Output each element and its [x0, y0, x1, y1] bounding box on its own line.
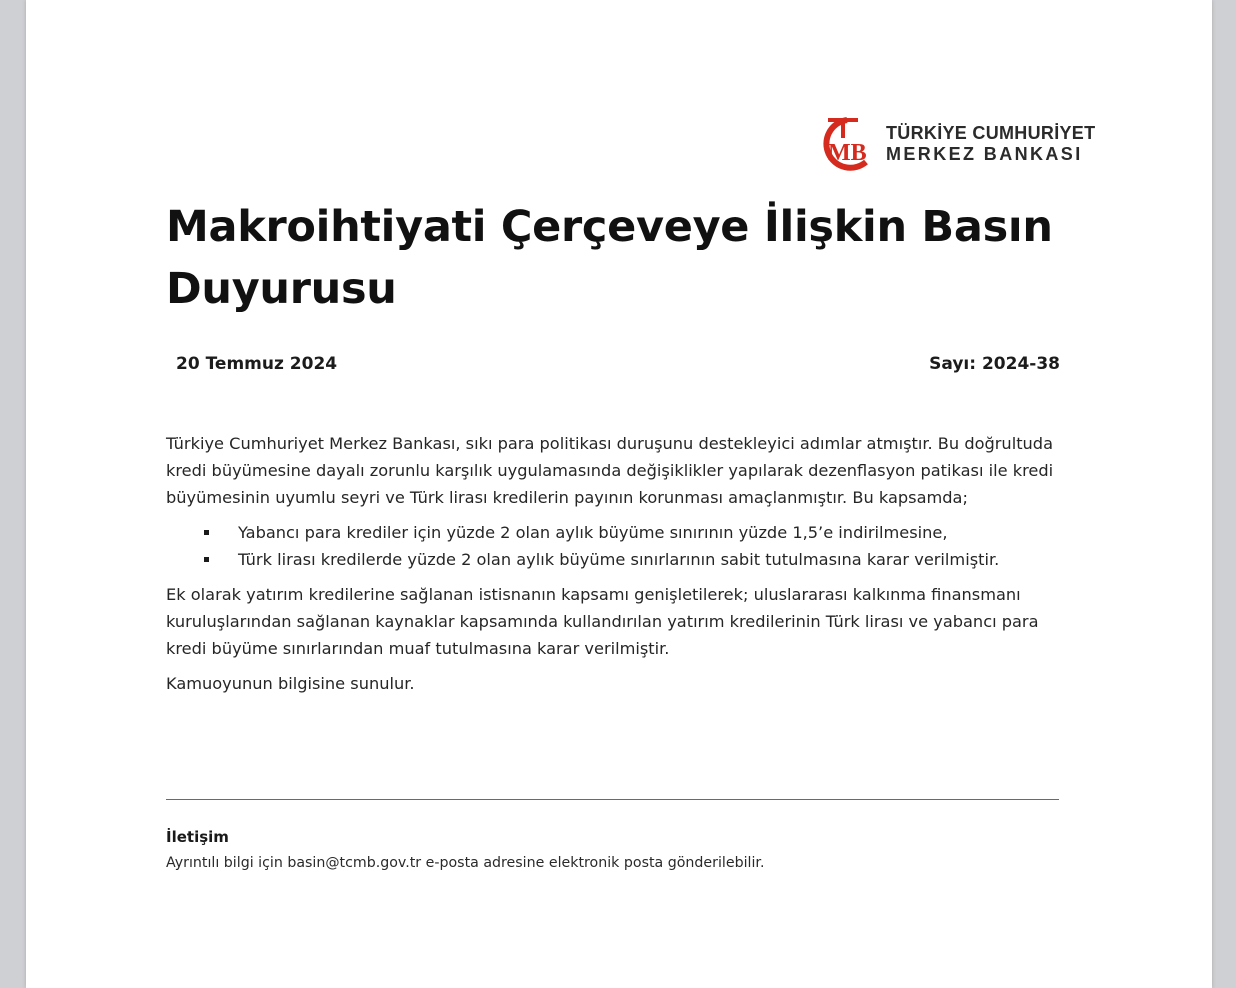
list-item-text: Yabancı para krediler için yüzde 2 olan aylık büyüme sınırının yüzde 1,5’e indirilmesine, — [238, 523, 948, 542]
logo-line-1: TÜRKİYE CUMHURİYET — [886, 123, 1096, 144]
second-paragraph: Ek olarak yatırım kredilerine sağlanan istisnanın kapsamı genişletilerek; uluslararası kalkınma finansmanı kuruluşlarından sağlanan kaynaklar kapsamında kullandırılan yatırım kredilerinin Türk lirası ve yabancı para kredi büyüme sınırlarından muaf tutulmasına karar verilmiştir. — [166, 585, 1039, 658]
bullet-icon — [204, 557, 209, 562]
document-page — [26, 0, 1212, 988]
bullet-icon — [204, 530, 209, 535]
section-divider — [166, 799, 1059, 800]
decision-list — [166, 519, 1066, 573]
logo-line-2: MERKEZ BANKASI — [886, 144, 1083, 164]
svg-text:MB: MB — [828, 140, 867, 166]
tcmb-logo — [814, 116, 1095, 172]
contact-heading: İletişim — [166, 828, 229, 846]
announcement-issue-number: Sayı: 2024-38 — [929, 354, 1060, 374]
list-item-text: Türk lirası kredilerde yüzde 2 olan aylık büyüme sınırlarının sabit tutulmasına karar verilmiştir. — [238, 550, 1000, 569]
tcmb-emblem-icon — [814, 116, 878, 172]
intro-paragraph: Türkiye Cumhuriyet Merkez Bankası, sıkı para politikası duruşunu destekleyici adımlar atmıştır. Bu doğrultuda kredi büyümesine dayalı zorunlu karşılık uygulamasında değişiklikler yapılarak dezenflasyon patikası ile kredi büyümesinin uyumlu seyri ve Türk lirası kredilerin payının korunması amaçlanmıştır. Bu kapsamda; — [166, 434, 1054, 507]
logo-wordmark — [886, 123, 1095, 164]
list-item — [166, 546, 1066, 573]
announcement-body — [166, 430, 1066, 705]
list-item — [166, 519, 1066, 546]
announcement-date: 20 Temmuz 2024 — [176, 354, 338, 374]
page-title: Makroihtiyati Çerçeveye İlişkin Basın Duyurusu — [166, 202, 1053, 314]
contact-text: Ayrıntılı bilgi için basin@tcmb.gov.tr e-posta adresine elektronik posta gönderilebilir. — [166, 855, 765, 871]
closing-paragraph: Kamuoyunun bilgisine sunulur. — [166, 674, 415, 693]
